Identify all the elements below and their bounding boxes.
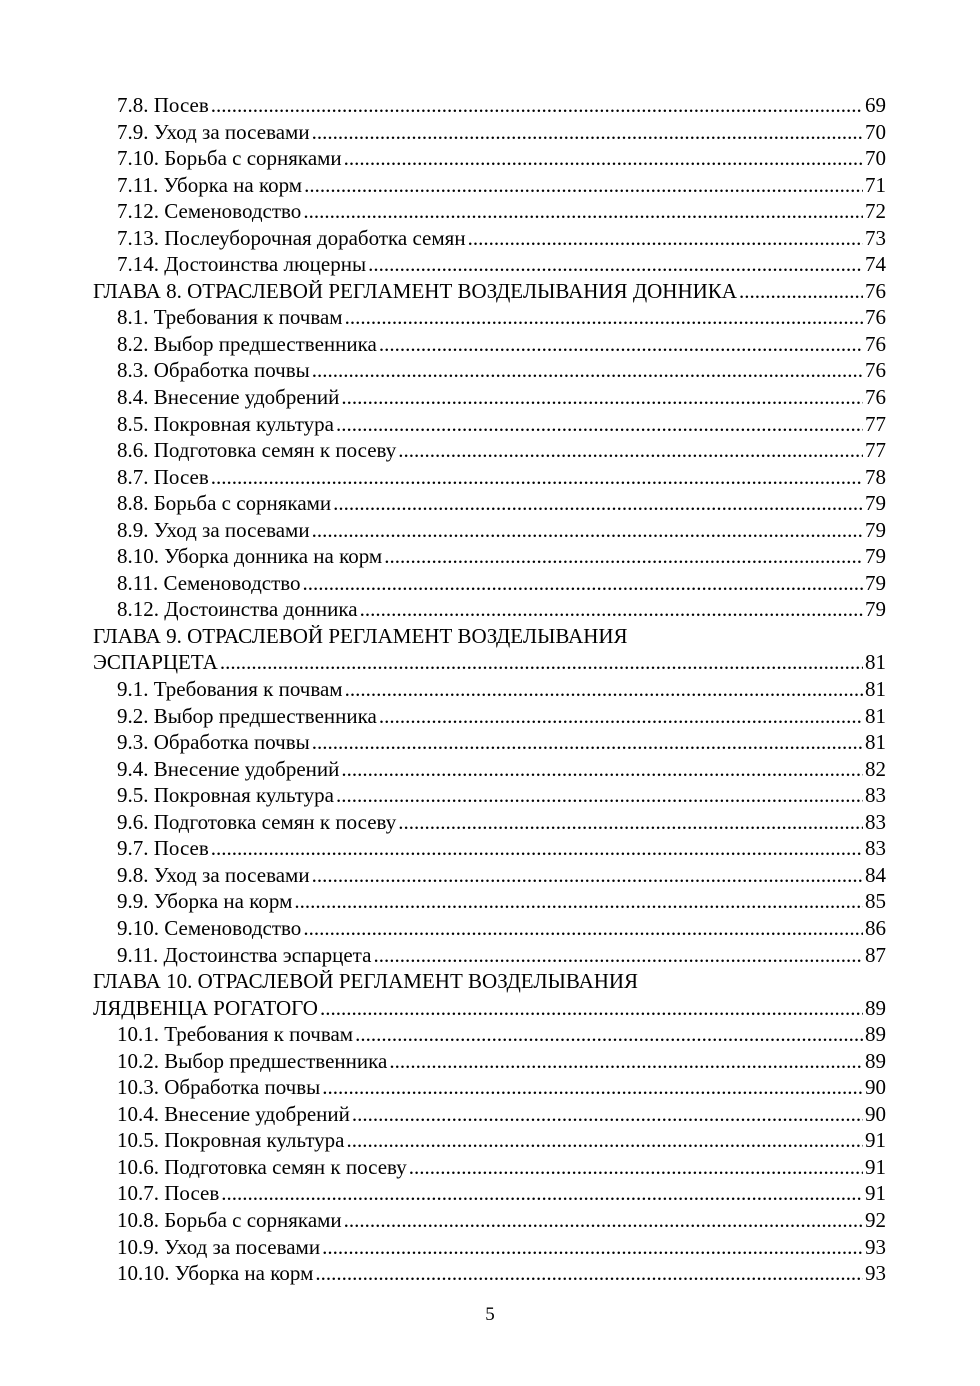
dot-leader <box>294 888 863 915</box>
toc-entry-page: 91 <box>865 1154 886 1179</box>
dot-leader <box>336 411 863 438</box>
toc-entry-title: 9.7. Посев <box>117 836 209 861</box>
toc-section-entry[interactable] <box>93 570 886 597</box>
dot-leader <box>739 278 863 305</box>
dot-leader <box>341 384 863 411</box>
toc-entry-title: ГЛАВА 8. ОТРАСЛЕВОЙ РЕГЛАМЕНТ ВОЗДЕЛЫВАНИЯ ДОННИКА <box>93 278 737 303</box>
toc-entry-title: 10.9. Уход за посевами <box>117 1234 321 1259</box>
toc-entry-title: 7.14. Достоинства люцерны <box>117 252 367 277</box>
dot-leader <box>344 145 863 172</box>
dot-leader <box>398 437 863 464</box>
toc-entry-page: 72 <box>865 199 886 224</box>
toc-entry-title: 8.9. Уход за посевами <box>117 517 310 542</box>
dot-leader <box>373 942 863 969</box>
toc-entry-page: 77 <box>865 411 886 436</box>
dot-leader <box>352 1101 863 1128</box>
toc-entry-title: 9.10. Семеноводство <box>117 915 302 940</box>
dot-leader <box>355 1021 863 1048</box>
toc-entry-page: 89 <box>865 1022 886 1047</box>
toc-entry-page: 71 <box>865 172 886 197</box>
toc-entry-title: 10.6. Подготовка семян к посеву <box>117 1154 407 1179</box>
toc-entry-page: 86 <box>865 915 886 940</box>
toc-entry-title: 9.6. Подготовка семян к посеву <box>117 809 397 834</box>
toc-entry-page: 81 <box>865 650 886 675</box>
dot-leader <box>211 92 863 119</box>
toc-entry-title: 8.5. Покровная культура <box>117 411 334 436</box>
page-number: 5 <box>485 1304 495 1325</box>
dot-leader <box>379 331 863 358</box>
toc-entry-title: 10.7. Посев <box>117 1181 220 1206</box>
toc-section-entry[interactable] <box>93 835 886 862</box>
toc-chapter-heading: ГЛАВА 9. ОТРАСЛЕВОЙ РЕГЛАМЕНТ ВОЗДЕЛЫВАНИЯ <box>93 623 628 648</box>
toc-section-entry[interactable] <box>93 729 886 756</box>
toc-chapter-entry[interactable] <box>93 649 886 676</box>
toc-section-entry[interactable] <box>93 1074 886 1101</box>
toc-entry-title: 8.12. Достоинства донника <box>117 597 358 622</box>
toc-section-entry[interactable] <box>93 1260 886 1287</box>
dot-leader <box>345 676 863 703</box>
toc-entry-page: 69 <box>865 93 886 117</box>
toc-section-entry[interactable] <box>93 251 886 278</box>
toc-entry-page: 79 <box>865 597 886 622</box>
toc-section-entry[interactable] <box>93 809 886 836</box>
toc-section-entry[interactable] <box>93 464 886 491</box>
dot-leader <box>322 1234 863 1261</box>
toc-entry-title: ЭСПАРЦЕТА <box>93 650 218 675</box>
toc-entry-page: 92 <box>865 1207 886 1232</box>
toc-section-entry[interactable] <box>93 942 886 969</box>
toc-entry-page: 78 <box>865 464 886 489</box>
toc-section-entry[interactable] <box>93 596 886 623</box>
toc-entry-page: 74 <box>865 252 886 277</box>
dot-leader <box>312 357 863 384</box>
toc-entry-title: 9.2. Выбор предшественника <box>117 703 377 728</box>
dot-leader <box>303 915 863 942</box>
dot-leader <box>211 464 863 491</box>
toc-entry-page: 83 <box>865 809 886 834</box>
toc-entry-title: ЛЯДВЕНЦА РОГАТОГО <box>93 995 318 1020</box>
toc-entry-title: 7.10. Борьба с сорняками <box>117 146 342 171</box>
dot-leader <box>211 835 863 862</box>
toc-section-entry[interactable] <box>93 1180 886 1207</box>
toc-entry-title: 10.3. Обработка почвы <box>117 1075 321 1100</box>
dot-leader <box>320 995 863 1022</box>
toc-entry-page: 87 <box>865 942 886 967</box>
dot-leader <box>312 729 863 756</box>
toc-chapter-entry[interactable] <box>93 995 886 1022</box>
toc-section-entry[interactable] <box>93 225 886 252</box>
toc-entry-title: 9.4. Внесение удобрений <box>117 756 340 781</box>
dot-leader <box>220 649 863 676</box>
toc-entry-page: 76 <box>865 305 886 330</box>
toc-entry-page: 90 <box>865 1101 886 1126</box>
toc-section-entry[interactable] <box>93 357 886 384</box>
toc-entry-page: 82 <box>865 756 886 781</box>
toc-entry-title: 9.1. Требования к почвам <box>117 677 343 702</box>
toc-entry-title: 8.10. Уборка донника на корм <box>117 544 383 569</box>
dot-leader <box>346 1127 863 1154</box>
toc-section-entry[interactable] <box>93 411 886 438</box>
toc-entry-title: 8.4. Внесение удобрений <box>117 385 340 410</box>
toc-section-entry[interactable] <box>93 198 886 225</box>
toc-section-entry[interactable] <box>93 1021 886 1048</box>
toc-section-entry[interactable] <box>93 145 886 172</box>
toc-section-entry[interactable] <box>93 517 886 544</box>
toc-entry-page: 89 <box>865 1048 886 1073</box>
toc-entry-page: 76 <box>865 278 886 303</box>
toc-section-entry[interactable] <box>93 1207 886 1234</box>
toc-chapter-heading: ГЛАВА 10. ОТРАСЛЕВОЙ РЕГЛАМЕНТ ВОЗДЕЛЫВАНИЯ <box>93 969 639 994</box>
toc-entry-title: 8.11. Семеноводство <box>117 570 301 595</box>
dot-leader <box>333 490 863 517</box>
toc-entry-title: 7.8. Посев <box>117 93 209 117</box>
toc-entry-page: 93 <box>865 1261 886 1286</box>
toc-section-entry[interactable] <box>93 703 886 730</box>
dot-leader <box>368 251 863 278</box>
toc-section-entry[interactable] <box>93 1101 886 1128</box>
dot-leader <box>398 809 863 836</box>
dot-leader <box>336 782 863 809</box>
toc-entry-page: 83 <box>865 836 886 861</box>
toc-section-entry[interactable] <box>93 888 886 915</box>
toc-entry-page: 81 <box>865 730 886 755</box>
dot-leader <box>312 862 863 889</box>
dot-leader <box>221 1180 863 1207</box>
toc-entry-title: 10.8. Борьба с сорняками <box>117 1207 342 1232</box>
toc-section-entry[interactable] <box>93 756 886 783</box>
toc-entry-page: 93 <box>865 1234 886 1259</box>
toc-section-entry[interactable] <box>93 331 886 358</box>
toc-entry-title: 9.9. Уборка на корм <box>117 889 293 914</box>
toc-entry-title: 7.9. Уход за посевами <box>117 119 310 144</box>
toc-section-entry[interactable] <box>93 1234 886 1261</box>
toc-entry-title: 9.8. Уход за посевами <box>117 862 310 887</box>
toc-section-entry[interactable] <box>93 915 886 942</box>
toc-entry-title: 7.11. Уборка на корм <box>117 172 303 197</box>
toc-entry-title: 7.13. Послеуборочная доработка семян <box>117 225 466 250</box>
toc-section-entry[interactable] <box>93 172 886 199</box>
toc-section-entry[interactable] <box>93 92 886 119</box>
toc-entry-title: 9.11. Достоинства эспарцета <box>117 942 372 967</box>
toc-entry-title: 10.2. Выбор предшественника <box>117 1048 388 1073</box>
toc-section-entry[interactable] <box>93 490 886 517</box>
toc-entry-page: 81 <box>865 677 886 702</box>
toc-section-entry[interactable] <box>93 543 886 570</box>
toc-entry-page: 70 <box>865 146 886 171</box>
toc-entry-title: 9.5. Покровная культура <box>117 783 334 808</box>
toc-entry-page: 73 <box>865 225 886 250</box>
toc-entry-title: 10.4. Внесение удобрений <box>117 1101 350 1126</box>
toc-entry-page: 76 <box>865 331 886 356</box>
dot-leader <box>312 119 863 146</box>
toc-section-entry[interactable] <box>93 676 886 703</box>
toc-entry-page: 91 <box>865 1128 886 1153</box>
toc-entry-title: 9.3. Обработка почвы <box>117 730 310 755</box>
toc-entry-page: 83 <box>865 783 886 808</box>
toc-entry-page: 79 <box>865 544 886 569</box>
toc-section-entry[interactable] <box>93 1127 886 1154</box>
dot-leader <box>468 225 863 252</box>
toc-section-entry[interactable] <box>93 384 886 411</box>
toc-entry-title: 10.5. Покровная культура <box>117 1128 345 1153</box>
toc-entry-title: 8.2. Выбор предшественника <box>117 331 377 356</box>
toc-section-entry[interactable] <box>93 304 886 331</box>
dot-leader <box>345 304 863 331</box>
dot-leader <box>312 517 863 544</box>
toc-entry-page: 76 <box>865 358 886 383</box>
dot-leader <box>304 172 863 199</box>
toc-entry-title: 7.12. Семеноводство <box>117 199 302 224</box>
toc-section-entry[interactable] <box>93 782 886 809</box>
toc-entry-page: 89 <box>865 995 886 1020</box>
dot-leader <box>379 703 863 730</box>
table-of-contents <box>93 92 886 1287</box>
toc-chapter-entry[interactable] <box>93 278 886 305</box>
dot-leader <box>409 1154 863 1181</box>
toc-entry-title: 8.1. Требования к почвам <box>117 305 343 330</box>
toc-entry-page: 90 <box>865 1075 886 1100</box>
toc-section-entry[interactable] <box>93 437 886 464</box>
dot-leader <box>384 543 863 570</box>
dot-leader <box>303 570 863 597</box>
toc-entry-title: 8.7. Посев <box>117 464 209 489</box>
toc-entry-page: 85 <box>865 889 886 914</box>
toc-entry-page: 77 <box>865 438 886 463</box>
toc-section-entry[interactable] <box>93 119 886 146</box>
toc-section-entry[interactable] <box>93 862 886 889</box>
dot-leader <box>322 1074 863 1101</box>
toc-entry-title: 8.8. Борьба с сорняками <box>117 491 332 516</box>
toc-entry-title: 8.3. Обработка почвы <box>117 358 310 383</box>
dot-leader <box>389 1048 863 1075</box>
dot-leader <box>315 1260 863 1287</box>
toc-section-entry[interactable] <box>93 1154 886 1181</box>
dot-leader <box>303 198 863 225</box>
dot-leader <box>344 1207 863 1234</box>
toc-entry-title: 10.10. Уборка на корм <box>117 1261 314 1286</box>
toc-entry-page: 79 <box>865 491 886 516</box>
toc-entry-page: 84 <box>865 862 886 887</box>
toc-entry-page: 76 <box>865 385 886 410</box>
toc-entry-page: 91 <box>865 1181 886 1206</box>
dot-leader <box>341 756 863 783</box>
toc-section-entry[interactable] <box>93 1048 886 1075</box>
toc-entry-page: 79 <box>865 570 886 595</box>
toc-entry-page: 81 <box>865 703 886 728</box>
toc-entry-page: 70 <box>865 119 886 144</box>
toc-entry-page: 79 <box>865 517 886 542</box>
toc-entry-title: 8.6. Подготовка семян к посеву <box>117 438 397 463</box>
dot-leader <box>360 596 863 623</box>
toc-entry-title: 10.1. Требования к почвам <box>117 1022 354 1047</box>
